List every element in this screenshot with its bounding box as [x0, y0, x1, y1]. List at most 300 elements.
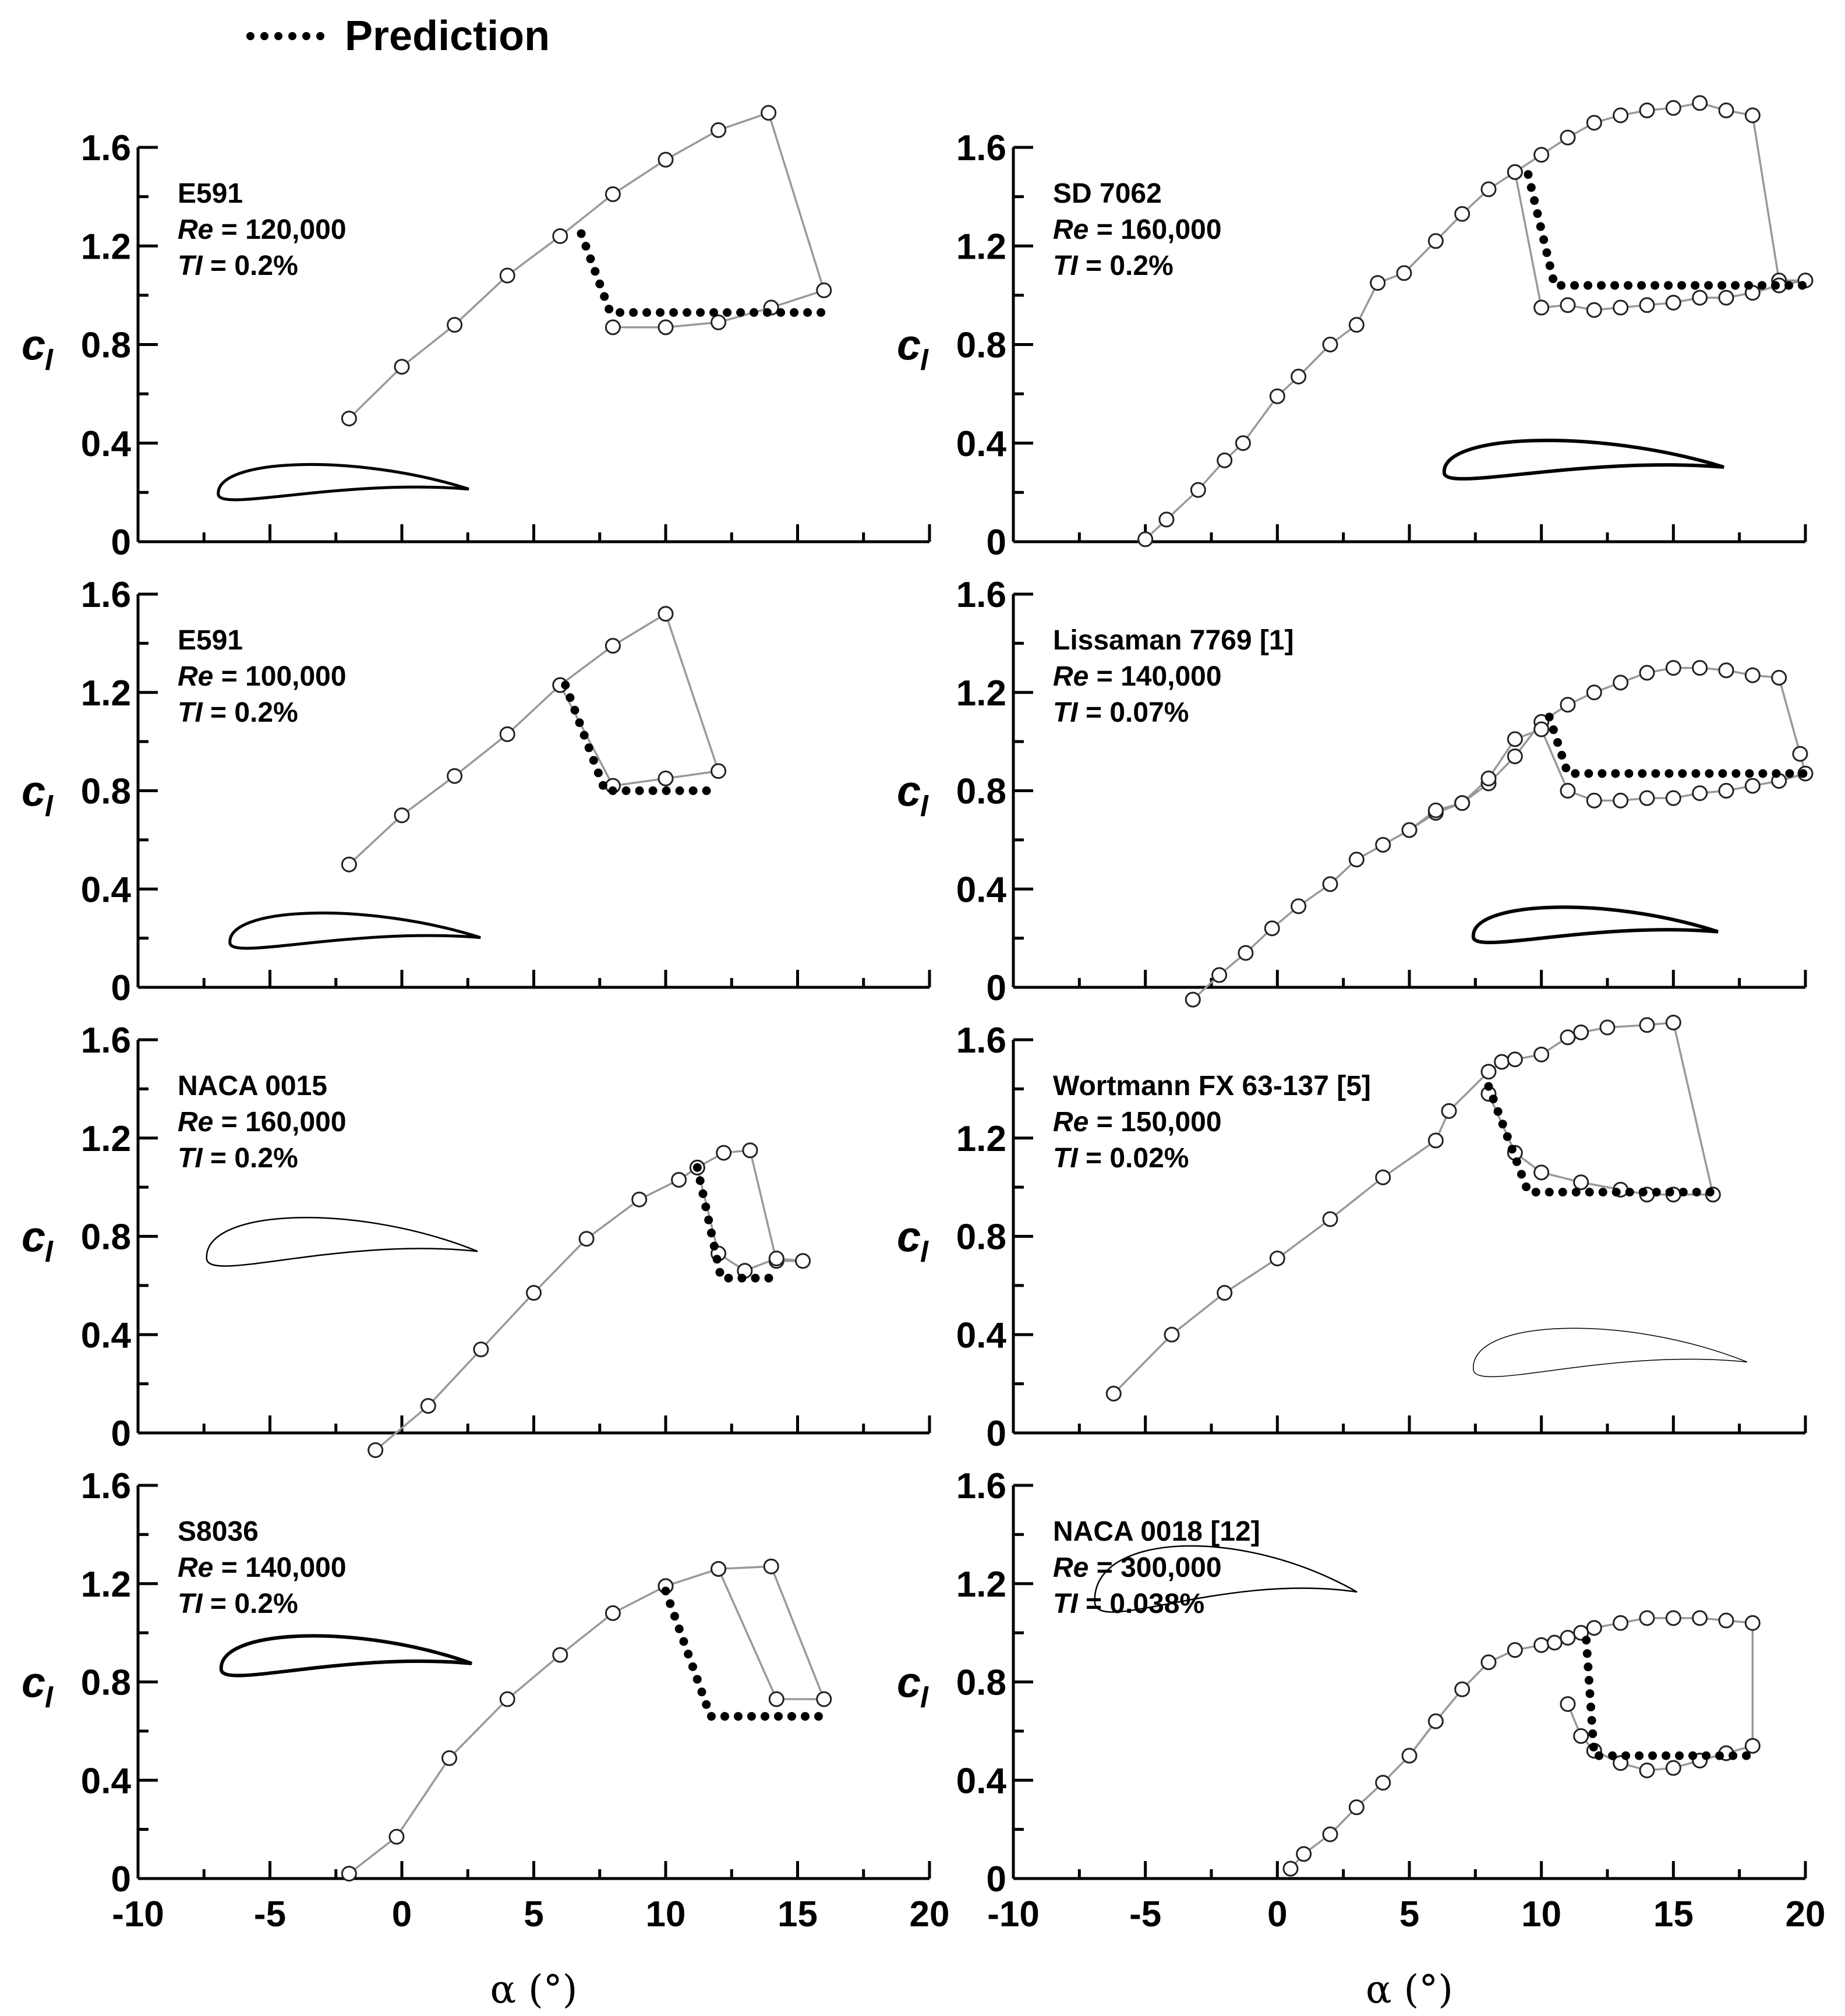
experiment-point [390, 1830, 404, 1844]
x-tick-label: 0 [391, 1894, 412, 1934]
y-tick-label: 0.4 [956, 870, 1006, 910]
experiment-point [1323, 338, 1337, 352]
experiment-point [342, 857, 356, 871]
experiment-point [1508, 165, 1522, 179]
y-tick-label: 0.8 [80, 771, 131, 812]
y-tick-label: 0.8 [956, 325, 1006, 366]
y-axis-label-subscript: l [920, 1235, 928, 1269]
y-tick-label: 1.2 [80, 227, 131, 267]
experiment-point [1376, 838, 1390, 852]
x-tick-label: -10 [112, 1894, 164, 1934]
experiment-point [1236, 436, 1250, 450]
re-symbol: Re [1053, 214, 1089, 245]
panel-6 [897, 1015, 1805, 1454]
panel-3 [22, 575, 929, 1008]
re-symbol: Re [178, 1107, 214, 1138]
experiment-point [1561, 130, 1575, 144]
panel-2 [897, 96, 1812, 563]
experiment-point [1535, 148, 1549, 162]
experiment-point [500, 727, 514, 741]
re-symbol: Re [1053, 1552, 1089, 1583]
experiment-point [1292, 899, 1306, 913]
experiment-point [1614, 108, 1628, 122]
y-tick-label: 1.2 [80, 1118, 131, 1159]
experiment-point [606, 1606, 620, 1620]
experiment-point [1508, 1053, 1522, 1067]
experiment-point [342, 411, 356, 425]
experiment-point [1376, 1775, 1390, 1789]
experiment-point [1482, 1065, 1496, 1079]
experiment-point [1561, 1697, 1575, 1711]
experiment-point [1239, 946, 1253, 960]
x-tick-label: 10 [645, 1894, 686, 1934]
ti-symbol: TI [178, 1588, 203, 1619]
experiment-point [1574, 1175, 1588, 1189]
experiment-point [1508, 749, 1522, 763]
experiment-line [1146, 103, 1805, 539]
experiment-point [1666, 791, 1680, 805]
experiment-point [1139, 532, 1153, 546]
experiment-point [1614, 301, 1628, 315]
airfoil-profile-sketch [218, 464, 469, 500]
experiment-point [1508, 1643, 1522, 1657]
experiment-point [1587, 686, 1601, 700]
prediction-line [581, 234, 824, 312]
y-tick-label: 0 [986, 1414, 1006, 1454]
experiment-point [1429, 234, 1443, 248]
turbulence-intensity [1053, 1143, 1189, 1174]
experiment-line [376, 1150, 803, 1450]
y-tick-label: 1.2 [956, 1118, 1006, 1159]
prediction-line [1549, 717, 1805, 774]
experiment-point [1745, 779, 1759, 793]
airfoil-profile-sketch [1473, 1328, 1747, 1376]
x-tick-label: 15 [1653, 1894, 1694, 1934]
experiment-point [1107, 1387, 1121, 1401]
experiment-point [1614, 793, 1628, 807]
y-axis-label: c [22, 1212, 46, 1261]
experiment-point [1213, 968, 1227, 982]
y-tick-label: 0.4 [80, 1761, 131, 1802]
re-symbol: Re [178, 1552, 214, 1583]
airfoil-name: NACA 0018 [12] [1053, 1516, 1260, 1547]
experiment-point [1561, 1631, 1575, 1645]
reynolds-number [1053, 1552, 1222, 1583]
re-symbol: Re [1053, 661, 1089, 692]
experiment-point [474, 1343, 488, 1357]
experiment-point [1719, 1613, 1733, 1627]
experiment-point [1587, 1621, 1601, 1635]
experiment-point [1574, 1729, 1588, 1743]
experiment-point [1535, 1047, 1549, 1061]
turbulence-intensity [1053, 250, 1174, 281]
experiment-point [1218, 453, 1232, 467]
experiment-point [1693, 661, 1707, 675]
y-axis-label-subscript: l [920, 344, 928, 377]
y-tick-label: 0 [111, 1859, 131, 1900]
y-tick-label: 0.4 [80, 1315, 131, 1356]
ti-value: = 0.07% [1077, 697, 1189, 728]
experiment-point [1772, 670, 1786, 684]
experiment-point [1719, 784, 1733, 798]
x-tick-label: 20 [909, 1894, 950, 1934]
airfoil-name: SD 7062 [1053, 178, 1162, 209]
experiment-point [1376, 1170, 1390, 1184]
experiment-point [1270, 1251, 1284, 1265]
experiment-point [1574, 1025, 1588, 1039]
experiment-point [1349, 1800, 1363, 1814]
experiment-point [1640, 666, 1654, 680]
experiment-point [1693, 1611, 1707, 1625]
y-axis-label: c [897, 1212, 921, 1261]
x-axis-label: α (°) [490, 1967, 578, 2012]
y-tick-label: 0.8 [80, 1217, 131, 1258]
experiment-point [1165, 1327, 1179, 1341]
experiment-point [1561, 784, 1575, 798]
experiment-point [712, 1562, 726, 1576]
y-tick-label: 0.4 [956, 1761, 1006, 1802]
experiment-point [1265, 922, 1279, 935]
x-axis-label: α (°) [1365, 1967, 1454, 2012]
ti-symbol: TI [178, 697, 203, 728]
experiment-point [712, 764, 726, 778]
reynolds-number [178, 661, 347, 692]
experiment-point [579, 1232, 593, 1246]
experiment-point [1561, 698, 1575, 712]
experiment-point [606, 320, 620, 334]
experiment-point [1666, 296, 1680, 310]
experiment-point [421, 1399, 435, 1413]
prediction-line [1489, 1086, 1713, 1192]
y-axis-label: c [897, 1658, 921, 1707]
experiment-point [1442, 1104, 1456, 1118]
experiment-point [1666, 1015, 1680, 1029]
experiment-point [1561, 298, 1575, 312]
y-tick-label: 1.6 [80, 1466, 131, 1506]
x-tick-label: -5 [1129, 1894, 1162, 1934]
re-value: = 150,000 [1088, 1107, 1222, 1138]
experiment-point [1495, 1055, 1509, 1069]
experiment-point [1745, 1616, 1759, 1630]
y-tick-label: 1.2 [80, 673, 131, 714]
experiment-point [1191, 483, 1205, 497]
experiment-line [349, 113, 823, 419]
experiment-point [817, 1692, 831, 1706]
experiment-point [1640, 1018, 1654, 1032]
experiment-point [762, 106, 776, 120]
panel-5 [22, 1021, 929, 1457]
y-tick-label: 0 [986, 968, 1006, 1008]
experiment-point [672, 1173, 686, 1187]
experiment-point [817, 283, 831, 297]
y-axis-label-subscript: l [45, 344, 53, 377]
turbulence-intensity [1053, 697, 1189, 728]
reynolds-number [1053, 661, 1222, 692]
experiment-point [1666, 661, 1680, 675]
x-tick-label: 5 [524, 1894, 544, 1934]
experiment-point [659, 607, 673, 621]
x-tick-label: 10 [1521, 1894, 1562, 1934]
reynolds-number [178, 214, 347, 245]
experiment-point [1640, 791, 1654, 805]
experiment-point [553, 1648, 567, 1662]
y-tick-label: 1.6 [956, 1021, 1006, 1061]
y-tick-label: 0 [986, 522, 1006, 563]
y-tick-label: 1.6 [956, 128, 1006, 168]
experiment-point [712, 315, 726, 329]
y-tick-label: 1.6 [956, 575, 1006, 615]
experiment-point [717, 1146, 731, 1160]
experiment-point [1666, 101, 1680, 115]
y-tick-label: 0.8 [956, 771, 1006, 812]
y-tick-label: 0.8 [80, 325, 131, 366]
experiment-point [1587, 793, 1601, 807]
reynolds-number [1053, 214, 1222, 245]
experiment-point [743, 1143, 757, 1157]
experiment-point [1666, 1761, 1680, 1775]
y-tick-label: 0.4 [80, 423, 131, 464]
airfoil-profile-sketch [1473, 907, 1718, 942]
experiment-point [448, 318, 462, 332]
experiment-point [1719, 291, 1733, 305]
y-tick-label: 0.4 [80, 870, 131, 910]
panel-8 [897, 1466, 1825, 2012]
ti-value: = 0.038% [1077, 1588, 1205, 1619]
reynolds-number [1053, 1107, 1222, 1138]
experiment-point [1547, 1636, 1561, 1650]
turbulence-intensity [178, 1588, 298, 1619]
turbulence-intensity [178, 697, 298, 728]
re-symbol: Re [1053, 1107, 1089, 1138]
experiment-point [1482, 182, 1496, 196]
experiment-point [1402, 1749, 1416, 1763]
panel-4 [897, 575, 1812, 1008]
ti-value: = 0.2% [202, 1588, 298, 1619]
experiment-point [553, 229, 567, 243]
experiment-line [349, 614, 718, 864]
prediction-line [1586, 1640, 1753, 1756]
y-tick-label: 0.4 [956, 423, 1006, 464]
prediction-line [666, 1591, 824, 1716]
experiment-point [1587, 116, 1601, 130]
experiment-point [1666, 1611, 1680, 1625]
experiment-point [448, 769, 462, 783]
experiment-point [606, 187, 620, 201]
experiment-point [1793, 747, 1807, 761]
experiment-point [606, 639, 620, 653]
airfoil-name: E591 [178, 625, 243, 656]
experiment-point [1323, 1827, 1337, 1841]
experiment-point [712, 123, 726, 137]
re-value: = 160,000 [213, 1107, 347, 1138]
experiment-point [1429, 1134, 1443, 1148]
y-tick-label: 1.2 [956, 1564, 1006, 1605]
experiment-point [1535, 722, 1549, 736]
x-tick-label: 20 [1785, 1894, 1826, 1934]
experiment-point [1349, 853, 1363, 867]
y-axis-label-subscript: l [45, 1681, 53, 1714]
experiment-point [1218, 1286, 1232, 1300]
y-axis-label: c [22, 320, 46, 369]
legend [250, 13, 550, 59]
y-tick-label: 1.2 [956, 673, 1006, 714]
airfoil-profile-sketch [207, 1217, 478, 1266]
x-tick-label: 15 [777, 1894, 818, 1934]
y-axis-label: c [22, 767, 46, 815]
experiment-point [1745, 1739, 1759, 1753]
ti-symbol: TI [1053, 1588, 1078, 1619]
experiment-point [1270, 389, 1284, 403]
y-tick-label: 0 [111, 522, 131, 563]
y-tick-label: 1.2 [956, 227, 1006, 267]
legend-prediction-label: Prediction [345, 13, 550, 59]
airfoil-name: E591 [178, 178, 243, 209]
re-value: = 140,000 [1088, 661, 1222, 692]
experiment-point [500, 269, 514, 283]
experiment-point [1600, 1021, 1614, 1035]
airfoil-name: Lissaman 7769 [1] [1053, 625, 1294, 656]
experiment-point [395, 808, 409, 822]
experiment-point [796, 1254, 810, 1268]
turbulence-intensity [1053, 1588, 1204, 1619]
re-symbol: Re [178, 214, 214, 245]
y-tick-label: 0.8 [956, 1217, 1006, 1258]
ti-symbol: TI [178, 250, 203, 281]
airfoil-profile-sketch [1444, 440, 1724, 479]
y-axis-label-subscript: l [45, 790, 53, 823]
ti-value: = 0.2% [202, 697, 298, 728]
y-axis-label: c [897, 320, 921, 369]
experiment-point [1640, 1763, 1654, 1777]
experiment-point [1693, 96, 1707, 110]
experiment-point [764, 1559, 778, 1573]
experiment-point [1561, 1030, 1575, 1044]
y-axis-label: c [897, 767, 921, 815]
airfoil-name: S8036 [178, 1516, 259, 1547]
x-tick-label: 5 [1399, 1894, 1420, 1934]
experiment-point [659, 771, 673, 785]
experiment-point [1745, 668, 1759, 682]
re-value: = 160,000 [1088, 214, 1222, 245]
experiment-point [1397, 266, 1411, 280]
airfoil-profile-sketch [221, 1636, 472, 1675]
airfoil-name: NACA 0015 [178, 1071, 327, 1101]
experiment-point [500, 1692, 514, 1706]
x-tick-label: 0 [1267, 1894, 1288, 1934]
experiment-line [1291, 1618, 1752, 1869]
experiment-point [1614, 1616, 1628, 1630]
ti-symbol: TI [1053, 250, 1078, 281]
turbulence-intensity [178, 1143, 298, 1174]
experiment-point [1535, 1166, 1549, 1180]
x-tick-label: -10 [987, 1894, 1040, 1934]
experiment-point [1292, 370, 1306, 384]
experiment-point [1349, 318, 1363, 332]
experiment-point [1429, 803, 1443, 817]
experiment-point [1482, 1655, 1496, 1669]
experiment-point [769, 1692, 783, 1706]
reynolds-number [178, 1552, 347, 1583]
experiment-point [1284, 1862, 1298, 1876]
y-tick-label: 0 [111, 968, 131, 1008]
y-tick-label: 1.6 [80, 128, 131, 168]
experiment-point [1429, 1714, 1443, 1728]
experiment-point [1719, 663, 1733, 677]
experiment-point [1535, 301, 1549, 315]
experiment-point [443, 1751, 457, 1765]
y-tick-label: 0.4 [956, 1315, 1006, 1356]
experiment-point [1614, 676, 1628, 690]
y-tick-label: 1.6 [80, 1021, 131, 1061]
ti-value: = 0.2% [202, 250, 298, 281]
experiment-point [342, 1867, 356, 1881]
experiment-point [1455, 207, 1469, 221]
experiment-point [1719, 104, 1733, 118]
experiment-point [1371, 276, 1385, 290]
re-value: = 140,000 [213, 1552, 347, 1583]
re-value: = 120,000 [213, 214, 347, 245]
reynolds-number [178, 1107, 347, 1138]
y-axis-label: c [22, 1658, 46, 1707]
experiment-point [369, 1443, 383, 1457]
experiment-point [1160, 513, 1174, 527]
ti-value: = 0.2% [1077, 250, 1174, 281]
experiment-point [1693, 786, 1707, 800]
y-tick-label: 0.8 [80, 1662, 131, 1703]
x-tick-label: -5 [253, 1894, 287, 1934]
ti-value: = 0.02% [1077, 1143, 1189, 1174]
re-value: = 100,000 [213, 661, 347, 692]
experiment-point [1186, 993, 1200, 1007]
experiment-point [395, 360, 409, 374]
airfoil-profile-sketch [230, 913, 480, 948]
experiment-point [1508, 732, 1522, 746]
experiment-point [1535, 1638, 1549, 1652]
ti-value: = 0.2% [202, 1143, 298, 1174]
experiment-line [1193, 668, 1805, 1000]
re-value: = 300,000 [1088, 1552, 1222, 1583]
experiment-point [1745, 108, 1759, 122]
ti-symbol: TI [178, 1143, 203, 1174]
experiment-point [1587, 303, 1601, 317]
airfoil-name: Wortmann FX 63-137 [5] [1053, 1071, 1371, 1101]
experiment-point [1482, 771, 1496, 785]
y-tick-label: 0 [111, 1414, 131, 1454]
y-axis-label-subscript: l [920, 1681, 928, 1714]
y-tick-label: 0 [986, 1859, 1006, 1900]
experiment-point [1640, 104, 1654, 118]
re-symbol: Re [178, 661, 214, 692]
y-tick-label: 1.2 [80, 1564, 131, 1605]
ti-symbol: TI [1053, 697, 1078, 728]
y-tick-label: 1.6 [80, 575, 131, 615]
panel-1 [22, 106, 929, 563]
experiment-point [1455, 1682, 1469, 1696]
y-axis-label-subscript: l [920, 790, 928, 823]
experiment-point [1323, 1212, 1337, 1226]
experiment-point [769, 1251, 783, 1265]
experiment-point [1297, 1847, 1311, 1861]
experiment-point [1693, 291, 1707, 305]
experiment-point [1402, 823, 1416, 837]
turbulence-intensity [178, 250, 298, 281]
panel-7 [22, 1466, 949, 2012]
experiment-point [527, 1286, 541, 1300]
experiment-point [632, 1192, 646, 1206]
ti-symbol: TI [1053, 1143, 1078, 1174]
experiment-point [659, 320, 673, 334]
y-tick-label: 1.6 [956, 1466, 1006, 1506]
